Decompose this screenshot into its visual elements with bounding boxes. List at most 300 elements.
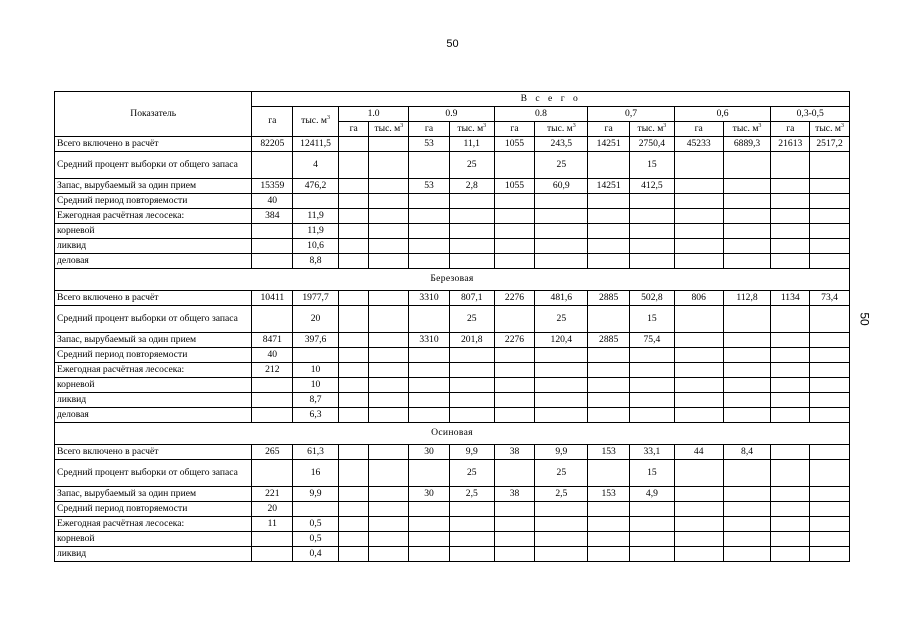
table-cell — [723, 502, 771, 517]
table-cell — [771, 408, 810, 423]
table-cell: 45233 — [674, 137, 723, 152]
group-header: 0,6 — [674, 107, 771, 122]
group-ha-header: га — [338, 122, 369, 137]
table-cell: 25 — [449, 306, 494, 333]
group-header: 0.9 — [409, 107, 494, 122]
table-cell — [771, 502, 810, 517]
table-cell — [494, 460, 535, 487]
indicator-header: Показатель — [55, 92, 252, 137]
table-cell — [369, 254, 409, 269]
table-cell: 4 — [293, 152, 339, 179]
table-cell — [338, 532, 369, 547]
table-cell — [369, 487, 409, 502]
table-cell: 0,5 — [293, 532, 339, 547]
table-cell — [810, 254, 850, 269]
harvest-calculation-table — [54, 91, 850, 562]
table-cell: 25 — [449, 460, 494, 487]
table-cell — [252, 378, 293, 393]
table-cell — [494, 224, 535, 239]
table-cell — [810, 517, 850, 532]
table-cell — [630, 547, 675, 562]
table-cell — [494, 408, 535, 423]
table-cell — [449, 239, 494, 254]
table-cell — [810, 152, 850, 179]
table-cell: 82205 — [252, 137, 293, 152]
table-cell — [494, 378, 535, 393]
table-cell — [252, 152, 293, 179]
table-cell — [588, 239, 630, 254]
table-cell — [369, 137, 409, 152]
table-cell — [494, 517, 535, 532]
table-cell: 0,5 — [293, 517, 339, 532]
table-cell: 73,4 — [810, 291, 850, 306]
table-cell — [630, 532, 675, 547]
table-cell: 502,8 — [630, 291, 675, 306]
table-cell — [588, 502, 630, 517]
table-cell — [810, 487, 850, 502]
row-label: Средний период повторяемости — [55, 502, 252, 517]
table-cell — [535, 393, 588, 408]
table-cell — [630, 239, 675, 254]
table-cell: 1134 — [771, 291, 810, 306]
table-cell — [338, 333, 369, 348]
table-cell: 4,9 — [630, 487, 675, 502]
table-cell: 3310 — [409, 291, 450, 306]
table-cell — [771, 532, 810, 547]
table-cell — [409, 306, 450, 333]
table-cell — [630, 393, 675, 408]
table-cell — [810, 502, 850, 517]
row-label: корневой — [55, 532, 252, 547]
table-cell — [409, 348, 450, 363]
table-cell — [810, 547, 850, 562]
table-cell — [674, 363, 723, 378]
page-number-top: 50 — [446, 38, 459, 50]
table-body — [55, 137, 850, 562]
table-cell — [674, 209, 723, 224]
table-cell — [409, 378, 450, 393]
group-ha-header: га — [674, 122, 723, 137]
table-cell — [588, 152, 630, 179]
table-cell — [449, 348, 494, 363]
table-cell: 2276 — [494, 333, 535, 348]
table-cell — [449, 209, 494, 224]
row-label: Ежегодная расчётная лесосека: — [55, 363, 252, 378]
table-cell: 20 — [252, 502, 293, 517]
table-cell — [723, 547, 771, 562]
table-cell: 15 — [630, 460, 675, 487]
table-cell — [535, 363, 588, 378]
group-volume-header: тыс. $м^3$ — [535, 122, 588, 137]
table-cell — [449, 224, 494, 239]
table-cell — [409, 460, 450, 487]
table-cell — [252, 393, 293, 408]
table-cell: 384 — [252, 209, 293, 224]
group-ha-header: га — [494, 122, 535, 137]
table-cell — [535, 517, 588, 532]
table-cell — [674, 306, 723, 333]
table-cell: 2,8 — [449, 179, 494, 194]
group-ha-header: га — [771, 122, 810, 137]
table-cell: 21613 — [771, 137, 810, 152]
table-cell — [588, 224, 630, 239]
table-row — [55, 393, 850, 408]
table-cell — [494, 348, 535, 363]
table-cell — [810, 306, 850, 333]
group-header: 0,7 — [588, 107, 675, 122]
table-row — [55, 378, 850, 393]
table-cell: 25 — [449, 152, 494, 179]
table-cell: 807,1 — [449, 291, 494, 306]
table-cell — [252, 224, 293, 239]
table-cell: 20 — [293, 306, 339, 333]
table-cell — [630, 194, 675, 209]
table-cell — [723, 224, 771, 239]
table-cell — [630, 408, 675, 423]
section-title: Осиновая — [55, 423, 850, 445]
table-cell — [771, 224, 810, 239]
table-cell — [369, 517, 409, 532]
group-volume-header: тыс. $м^3$ — [449, 122, 494, 137]
table-cell: 30 — [409, 445, 450, 460]
row-label: Средний процент выборки от общего запаса — [55, 306, 252, 333]
table-cell — [409, 254, 450, 269]
table-cell — [630, 254, 675, 269]
row-label: Средний процент выборки от общего запаса — [55, 460, 252, 487]
table-cell — [535, 224, 588, 239]
table-cell — [293, 194, 339, 209]
section-title: Березовая — [55, 269, 850, 291]
total-ha-header: га — [252, 107, 293, 137]
table-cell: 30 — [409, 487, 450, 502]
table-cell — [252, 254, 293, 269]
table-cell — [674, 547, 723, 562]
table-cell — [252, 532, 293, 547]
table-cell — [338, 194, 369, 209]
table-cell — [674, 333, 723, 348]
table-cell — [588, 393, 630, 408]
table-cell — [409, 209, 450, 224]
table-cell: 53 — [409, 179, 450, 194]
table-cell — [674, 194, 723, 209]
table-row — [55, 209, 850, 224]
table-cell — [723, 378, 771, 393]
table-cell: 9,9 — [293, 487, 339, 502]
table-cell — [338, 547, 369, 562]
table-cell — [674, 532, 723, 547]
table-cell — [369, 547, 409, 562]
table-cell: 120,4 — [535, 333, 588, 348]
table-cell — [810, 224, 850, 239]
table-row — [55, 502, 850, 517]
table-cell — [409, 152, 450, 179]
table-cell — [494, 194, 535, 209]
table-cell — [252, 408, 293, 423]
table-cell: 212 — [252, 363, 293, 378]
table-cell: 14251 — [588, 179, 630, 194]
table-cell — [494, 532, 535, 547]
table-cell: 112,8 — [723, 291, 771, 306]
row-label: Запас, вырубаемый за один прием — [55, 333, 252, 348]
table-cell — [630, 378, 675, 393]
table-cell — [588, 363, 630, 378]
table-row — [55, 152, 850, 179]
table-cell — [723, 209, 771, 224]
table-cell — [338, 239, 369, 254]
group-volume-header: тыс. $м^3$ — [630, 122, 675, 137]
table-cell — [723, 239, 771, 254]
table-cell — [723, 532, 771, 547]
table-cell — [771, 239, 810, 254]
table-cell — [338, 460, 369, 487]
table-cell — [494, 306, 535, 333]
table-cell — [409, 393, 450, 408]
table-cell — [338, 487, 369, 502]
table-cell — [369, 306, 409, 333]
table-cell — [810, 194, 850, 209]
table-row — [55, 547, 850, 562]
table-cell: 15359 — [252, 179, 293, 194]
table-cell — [535, 209, 588, 224]
table-cell: 15 — [630, 152, 675, 179]
table-row — [55, 239, 850, 254]
table-cell — [771, 348, 810, 363]
table-cell — [449, 254, 494, 269]
table-cell — [674, 517, 723, 532]
table-cell — [771, 152, 810, 179]
row-label: Средний период повторяемости — [55, 194, 252, 209]
table-cell — [723, 460, 771, 487]
row-label: ликвид — [55, 547, 252, 562]
table-cell — [449, 547, 494, 562]
table-cell: 6,3 — [293, 408, 339, 423]
table-cell — [494, 502, 535, 517]
table-cell — [723, 363, 771, 378]
table-cell — [630, 348, 675, 363]
table-cell — [409, 239, 450, 254]
row-label: Запас, вырубаемый за один прием — [55, 487, 252, 502]
table-cell — [535, 254, 588, 269]
table-cell — [674, 239, 723, 254]
table-cell — [771, 363, 810, 378]
table-cell — [535, 408, 588, 423]
page-number-side: 50 — [857, 312, 872, 326]
table-cell — [535, 502, 588, 517]
table-cell — [369, 224, 409, 239]
table-cell: 33,1 — [630, 445, 675, 460]
table-cell — [535, 532, 588, 547]
table-cell — [338, 306, 369, 333]
table-cell — [494, 547, 535, 562]
table-cell: 8,7 — [293, 393, 339, 408]
table-cell: 38 — [494, 487, 535, 502]
table-row — [55, 194, 850, 209]
table-cell — [810, 209, 850, 224]
row-label: Запас, вырубаемый за один прием — [55, 179, 252, 194]
table-cell — [771, 547, 810, 562]
table-cell: 201,8 — [449, 333, 494, 348]
table-cell — [369, 194, 409, 209]
table-cell — [771, 445, 810, 460]
table-cell: 2885 — [588, 333, 630, 348]
row-label: корневой — [55, 378, 252, 393]
table-cell — [630, 517, 675, 532]
table-cell — [771, 179, 810, 194]
table-row — [55, 333, 850, 348]
table-cell: 10411 — [252, 291, 293, 306]
table-cell — [810, 445, 850, 460]
table-cell — [630, 209, 675, 224]
table-cell — [369, 408, 409, 423]
table-cell — [338, 378, 369, 393]
table-cell — [588, 532, 630, 547]
table-cell: 53 — [409, 137, 450, 152]
row-label: Всего включено в расчёт — [55, 291, 252, 306]
table-row — [55, 291, 850, 306]
table-cell: 60,9 — [535, 179, 588, 194]
group-ha-header: га — [588, 122, 630, 137]
table-cell — [723, 254, 771, 269]
table-row — [55, 460, 850, 487]
table-cell: 8,4 — [723, 445, 771, 460]
table-cell — [674, 254, 723, 269]
table-cell: 8,8 — [293, 254, 339, 269]
table-cell — [674, 487, 723, 502]
table-cell — [449, 363, 494, 378]
table-cell: 25 — [535, 152, 588, 179]
table-cell — [588, 194, 630, 209]
table-row — [55, 224, 850, 239]
table-cell — [338, 152, 369, 179]
group-header: 0,3-0,5 — [771, 107, 850, 122]
table-cell — [338, 363, 369, 378]
table-cell: 153 — [588, 445, 630, 460]
table-cell — [338, 254, 369, 269]
row-label: корневой — [55, 224, 252, 239]
table-cell — [409, 408, 450, 423]
group-header: 0.8 — [494, 107, 588, 122]
table-cell — [449, 517, 494, 532]
table-cell — [338, 393, 369, 408]
table-cell — [588, 348, 630, 363]
table-cell: 11,9 — [293, 224, 339, 239]
table-cell — [810, 179, 850, 194]
table-cell — [771, 378, 810, 393]
table-cell: 243,5 — [535, 137, 588, 152]
table-cell — [771, 194, 810, 209]
row-label: Ежегодная расчётная лесосека: — [55, 209, 252, 224]
group-header: 1.0 — [338, 107, 408, 122]
table-cell: 12411,5 — [293, 137, 339, 152]
table-cell: 412,5 — [630, 179, 675, 194]
table-cell — [674, 224, 723, 239]
row-label: Средний период повторяемости — [55, 348, 252, 363]
table-cell — [409, 502, 450, 517]
table-cell — [810, 363, 850, 378]
table-cell — [771, 487, 810, 502]
table-cell: 1055 — [494, 137, 535, 152]
table-cell — [588, 517, 630, 532]
table-cell — [252, 460, 293, 487]
table-cell — [723, 194, 771, 209]
table-row — [55, 306, 850, 333]
table-cell — [810, 239, 850, 254]
header-row-1 — [55, 92, 850, 107]
table-row — [55, 137, 850, 152]
table-cell — [723, 348, 771, 363]
table-cell — [674, 408, 723, 423]
table-cell: 9,9 — [449, 445, 494, 460]
table-cell — [771, 393, 810, 408]
group-volume-header: тыс. $м^3$ — [369, 122, 409, 137]
table-cell — [338, 517, 369, 532]
table-cell — [723, 393, 771, 408]
table-row — [55, 363, 850, 378]
table-cell — [810, 348, 850, 363]
table-cell: 0,4 — [293, 547, 339, 562]
table-cell — [369, 209, 409, 224]
table-cell — [674, 152, 723, 179]
table-cell — [338, 224, 369, 239]
table-cell — [771, 460, 810, 487]
table-cell: 25 — [535, 460, 588, 487]
table-cell: 2885 — [588, 291, 630, 306]
table-cell — [369, 152, 409, 179]
table-cell — [535, 547, 588, 562]
table-cell — [494, 152, 535, 179]
table-cell — [771, 517, 810, 532]
table-cell — [252, 306, 293, 333]
table-cell — [449, 378, 494, 393]
table-cell: 153 — [588, 487, 630, 502]
table-cell — [369, 239, 409, 254]
table-cell — [369, 393, 409, 408]
table-cell — [409, 532, 450, 547]
group-volume-header: тыс. $м^3$ — [810, 122, 850, 137]
table-cell — [293, 502, 339, 517]
table-cell — [535, 194, 588, 209]
total-header: В с е г о — [252, 92, 850, 107]
total-volume-header: тыс. $м^3$ — [293, 107, 339, 137]
table-row — [55, 487, 850, 502]
table-row — [55, 445, 850, 460]
table-cell — [494, 239, 535, 254]
table-cell — [771, 306, 810, 333]
table-cell — [588, 254, 630, 269]
table-cell — [338, 502, 369, 517]
table-cell: 1055 — [494, 179, 535, 194]
section-title-row — [55, 269, 850, 291]
table-cell — [338, 291, 369, 306]
table-cell — [723, 306, 771, 333]
table-cell: 2750,4 — [630, 137, 675, 152]
table-cell — [338, 137, 369, 152]
table-cell — [338, 209, 369, 224]
table-cell: 2,5 — [535, 487, 588, 502]
table-cell — [535, 348, 588, 363]
table-cell — [338, 348, 369, 363]
table-cell — [449, 502, 494, 517]
table-cell: 8471 — [252, 333, 293, 348]
row-label: Всего включено в расчёт — [55, 445, 252, 460]
table-cell — [810, 333, 850, 348]
table-cell — [494, 363, 535, 378]
table-cell — [771, 333, 810, 348]
table-cell: 9,9 — [535, 445, 588, 460]
table-cell: 75,4 — [630, 333, 675, 348]
table-cell — [723, 152, 771, 179]
table-cell — [369, 460, 409, 487]
